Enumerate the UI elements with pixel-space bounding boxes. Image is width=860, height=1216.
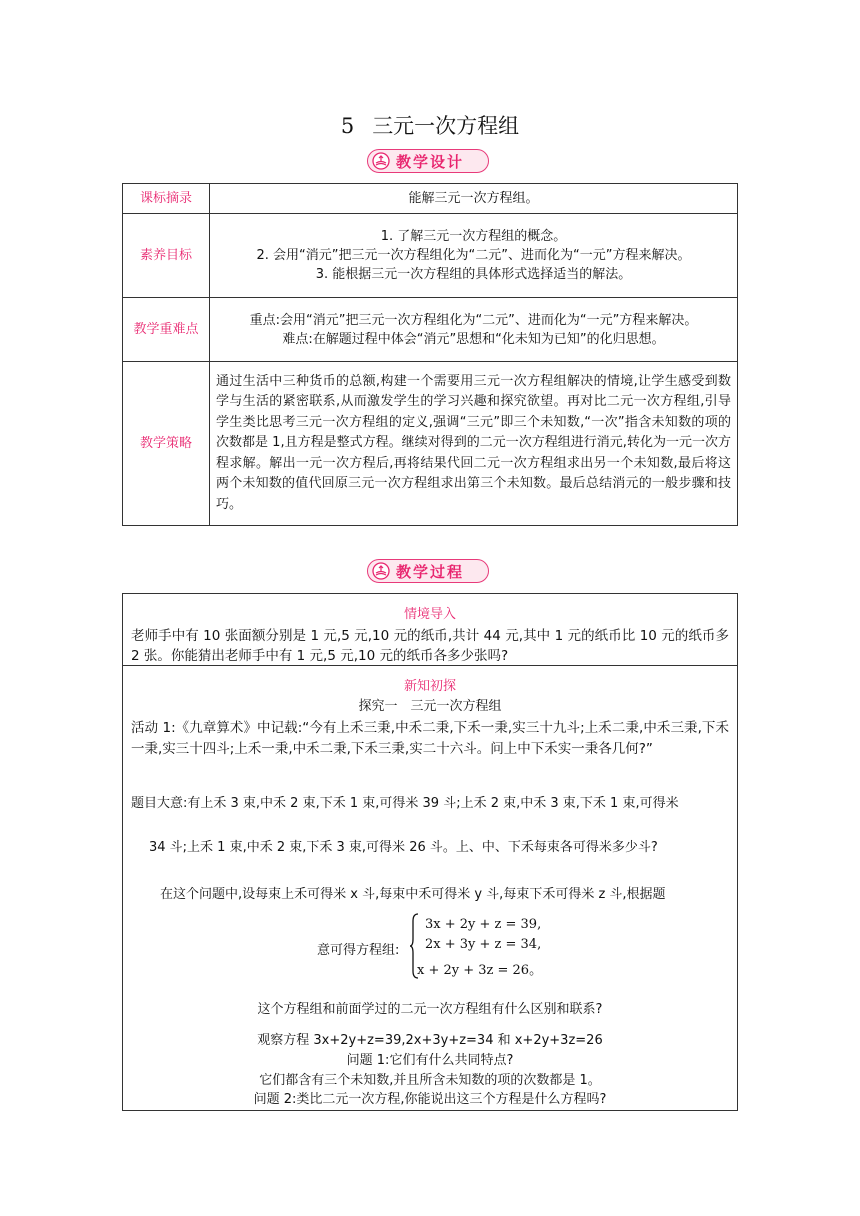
section-title: 三元一次方程组 xyxy=(372,114,520,138)
process-badge xyxy=(367,559,489,583)
table-row xyxy=(123,362,738,526)
table-row xyxy=(123,184,738,214)
goal-line-3: 3. 能根据三元一次方程组的具体形式选择适当的解法。 xyxy=(315,267,632,282)
book-icon xyxy=(372,152,390,170)
row-label: 素养目标 xyxy=(123,214,210,298)
question-1: 问题 1:它们有什么共同特点? xyxy=(346,1053,514,1068)
difficult-point: 难点:在解题过程中体会“消元”思想和“化未知为已知”的化归思想。 xyxy=(282,331,665,347)
process-badge-label: 教学过程 xyxy=(396,562,465,581)
explore-title: 探究一 三元一次方程组 xyxy=(358,699,502,714)
goal-line-1: 1. 了解三元一次方程组的概念。 xyxy=(380,229,567,244)
meaning-line-1: 题目大意:有上禾 3 束,中禾 2 束,下禾 1 束,可得米 39 斗;上禾 2 束,中禾 3 束,下禾 1 束,可得米 xyxy=(131,796,679,811)
table-row xyxy=(123,214,738,298)
question-diff: 这个方程组和前面学过的二元一次方程组有什么区别和联系? xyxy=(257,1002,603,1017)
design-table xyxy=(122,183,738,526)
key-point: 重点:会用“消元”把三元一次方程组化为“二元”、进而化为“一元”方程来解决。 xyxy=(249,312,698,328)
intro-text: 老师手中有 10 张面额分别是 1 元,5 元,10 元的纸币,共计 44 元,其中 1 元的纸币比 10 元的纸币多 2 张。你能猜出老师手中有 1 元,5 元,10 元的纸币各多少张吗? xyxy=(131,628,729,664)
table-row xyxy=(123,298,738,362)
row-label: 教学重难点 xyxy=(123,298,210,362)
intro-heading: 情境导入 xyxy=(403,607,456,622)
page-title xyxy=(0,110,860,140)
row-label: 教学策略 xyxy=(123,362,210,526)
system-label: 意可得方程组: xyxy=(317,943,400,958)
row-content xyxy=(210,214,738,298)
section-number: 5 xyxy=(340,114,355,138)
equation-3: x + 2y + 3z = 26。 xyxy=(417,963,543,978)
answer-1: 它们都含有三个未知数,并且所含未知数的项的次数都是 1。 xyxy=(259,1073,601,1088)
observe-line: 观察方程 3x+2y+z=39,2x+3y+z=34 和 x+2y+3z=26 xyxy=(257,1033,603,1048)
activity-text: 活动 1:《九章算术》中记载:“今有上禾三秉,中禾二秉,下禾一秉,实三十九斗;上禾二秉,中禾三秉,下禾一秉,实三十四斗;上禾一秉,中禾二秉,下禾三秉,实二十六斗。问上中下禾实一秉各几何?” xyxy=(131,720,729,757)
setup-line: 在这个问题中,设每束上禾可得米 x 斗,每束中禾可得米 y 斗,每束下禾可得米 z 斗,根据题 xyxy=(160,887,666,902)
design-badge xyxy=(367,149,489,173)
design-badge-label: 教学设计 xyxy=(396,152,465,171)
question-2: 问题 2:类比二元一次方程,你能说出这三个方程是什么方程吗? xyxy=(253,1092,607,1107)
meaning-line-2: 34 斗;上禾 1 束,中禾 2 束,下禾 3 束,可得米 26 斗。上、中、下禾每束各可得米多少斗? xyxy=(149,840,658,855)
row-content xyxy=(210,298,738,362)
row-content: 通过生活中三种货币的总额,构建一个需要用三元一次方程组解决的情境,让学生感受到数学与生活的紧密联系,从而激发学生的学习兴趣和探究欲望。再对比二元一次方程组,引导学生类比思考三元一次方程组的定义,强调“三元”即三个未知数,“一次”指含未知数的项的次数都是 1,且方程是整式方程。继续对得到的二元一次方程组进行消元,转化为一元一次方程求解。解出一元一次方程后,再将结果代回二元一次方程组求出另一个未知数,最后将这两个未知数的值代回原三元一次方程组求出第三个未知数。最后总结消元的一般步骤和技巧。 xyxy=(210,362,738,526)
equation-1: 3x + 2y + z = 39, xyxy=(425,917,542,932)
row-content: 能解三元一次方程组。 xyxy=(210,184,738,214)
new-heading: 新知初探 xyxy=(403,679,456,694)
equation-2: 2x + 3y + z = 34, xyxy=(425,937,542,952)
book-icon xyxy=(372,562,390,580)
new-knowledge-box xyxy=(122,665,738,1111)
goal-line-2: 2. 会用“消元”把三元一次方程组化为“二元”、进而化为“一元”方程来解决。 xyxy=(256,248,691,263)
intro-box xyxy=(122,593,738,666)
row-label: 课标摘录 xyxy=(123,184,210,214)
